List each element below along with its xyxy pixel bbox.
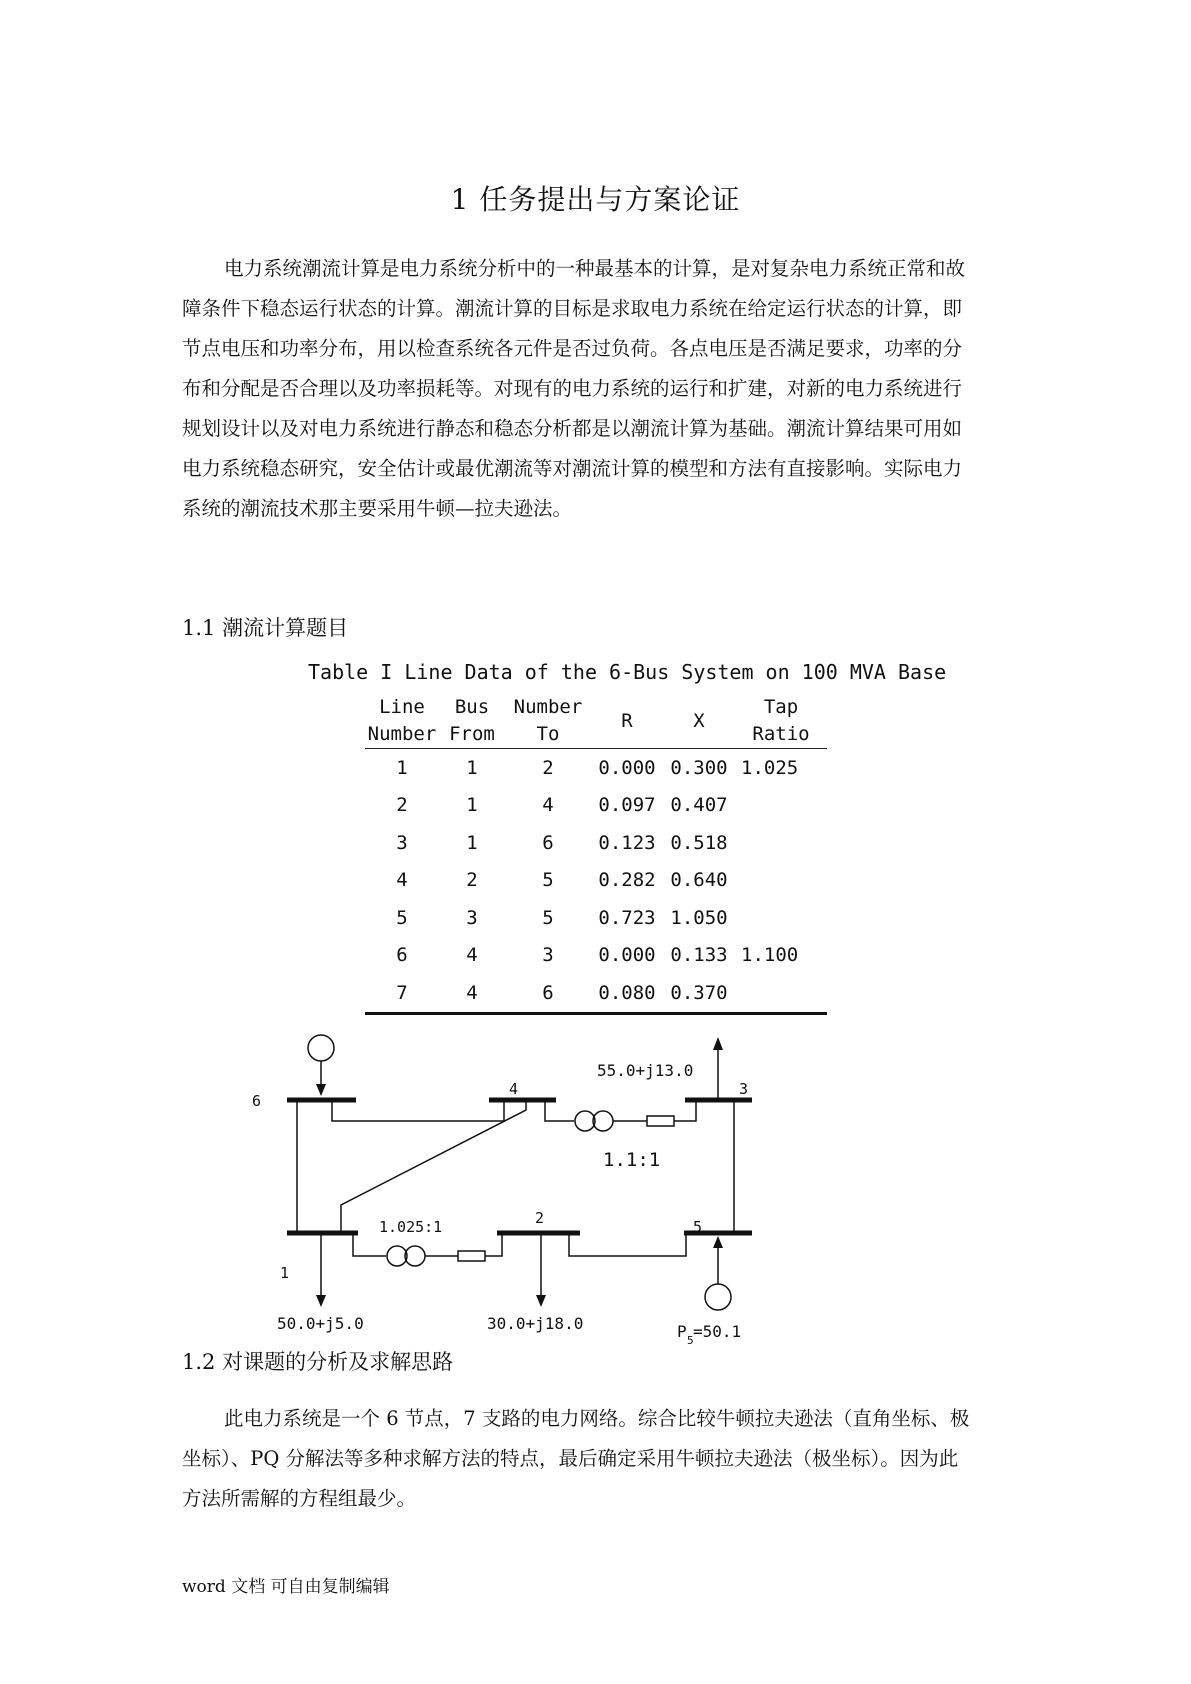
table-cell: 4 [396, 869, 408, 892]
table-cell: 6 [542, 831, 554, 854]
impedance-4-3 [647, 1116, 674, 1126]
table-cell: 0.518 [670, 831, 728, 854]
paragraph-line: 节点电压和功率分布，用以检查系统各元件是否过负荷。各点电压是否满足要求，功率的分 [182, 337, 963, 360]
paragraph-line: 电力系统稳态研究，安全估计或最优潮流等对潮流计算的模型和方法有直接影响。实际电力 [182, 457, 963, 480]
line-4-3-left [545, 1100, 574, 1121]
arrow-up-icon [713, 1037, 723, 1050]
paragraph-line: 坐标）、PQ 分解法等多种求解方法的特点，最后确定采用牛顿拉夫逊法（极坐标）。因为此 [182, 1447, 959, 1470]
table-cell: 4 [466, 944, 478, 967]
table-cell: 0.300 [670, 756, 728, 779]
paragraph-line: 电力系统潮流计算是电力系统分析中的一种最基本的计算，是对复杂电力系统正常和故 [224, 257, 966, 280]
line-2-5 [569, 1233, 686, 1256]
transformer-1-2-winding-b [405, 1246, 425, 1266]
table-row [365, 787, 827, 825]
table-cell: 0.370 [663, 974, 735, 1013]
intro-paragraph [182, 249, 1012, 529]
bus-label-5: 5 [693, 1218, 703, 1236]
table-row [365, 824, 827, 862]
table-cell [735, 824, 827, 862]
table-cell [735, 974, 827, 1013]
tap-ratio-4-3: 1.1:1 [603, 1149, 661, 1171]
table-cell: 3 [542, 944, 554, 967]
table-cell: 0.123 [598, 831, 656, 854]
table-cell: 0.640 [670, 869, 728, 892]
table-cell: 2 [466, 869, 478, 892]
table-row [365, 862, 827, 900]
paragraph-line: 此电力系统是一个 6 节点，7 支路的电力网络。综合比较牛顿拉夫逊法（直角坐标、极 [224, 1407, 970, 1430]
table-cell: 2 [542, 756, 554, 779]
bus-label-2: 2 [535, 1209, 545, 1227]
header-r: R [591, 694, 663, 749]
table-header-row [365, 694, 827, 749]
table-cell [735, 787, 827, 825]
line-4-3-right [674, 1100, 696, 1121]
transformer-4-3-winding-b [593, 1111, 613, 1131]
tap-ratio-1-2: 1.025:1 [379, 1218, 443, 1236]
table-cell: 5 [542, 869, 554, 892]
paragraph-line: 规划设计以及对电力系统进行静态和稳态分析都是以潮流计算为基础。潮流计算结果可用如 [182, 417, 963, 440]
load-3-value: 55.0+j13.0 [597, 1061, 694, 1080]
paragraph-line: 布和分配是否合理以及功率损耗等。对现有的电力系统的运行和扩建，对新的电力系统进行 [182, 377, 963, 400]
load-2-value: 30.0+j18.0 [487, 1314, 584, 1333]
table-cell: 1.100 [741, 944, 799, 967]
header-x: X [663, 694, 735, 749]
line-data-table [365, 694, 827, 1015]
table-cell: 0.097 [598, 794, 656, 817]
analysis-paragraph [182, 1399, 1012, 1519]
load-1-value: 50.0+j5.0 [277, 1314, 364, 1333]
table-cell: 0.407 [670, 794, 728, 817]
table-cell: 0.080 [591, 974, 663, 1013]
gen-5-p-symbol: P [677, 1322, 687, 1341]
line-1-2-left [353, 1233, 386, 1256]
table-cell: 1.050 [670, 906, 728, 929]
paragraph-line: 障条件下稳态运行状态的计算。潮流计算的目标是求取电力系统在给定运行状态的计算，即 [182, 297, 963, 320]
table-cell: 6 [396, 944, 408, 967]
footer-note: word 文档 可自由复制编辑 [182, 1577, 390, 1597]
section-heading-1-2: 1.2 对课题的分析及求解思路 [182, 1350, 454, 1374]
table-cell: 0.282 [598, 869, 656, 892]
header-tap-ratio: Tap Ratio [735, 694, 827, 749]
table-caption: Table I Line Data of the 6-Bus System on 100 MVA Base [308, 660, 947, 684]
page-title: 1 任务提出与方案论证 [450, 183, 741, 216]
line-1-4 [341, 1100, 526, 1233]
table-cell: 2 [396, 794, 408, 817]
table-row [365, 937, 827, 975]
table-cell: 7 [365, 974, 439, 1013]
generator-5-icon [705, 1284, 731, 1310]
table-cell [735, 862, 827, 900]
impedance-1-2 [458, 1251, 485, 1261]
table-cell: 1 [396, 756, 408, 779]
table-cell: 4 [439, 974, 505, 1013]
bus-label-6: 6 [252, 1092, 262, 1110]
table-row [365, 749, 827, 787]
arrow-down-icon [536, 1295, 546, 1307]
table-cell: 1.025 [741, 756, 799, 779]
section-heading-1-1: 1.1 潮流计算题目 [182, 616, 349, 640]
table-row [365, 974, 827, 1013]
table-cell: 3 [466, 906, 478, 929]
bus-label-4: 4 [509, 1080, 519, 1098]
bus-label-3: 3 [739, 1080, 749, 1098]
header-line-number: Line Number [365, 694, 439, 749]
table-cell: 5 [396, 906, 408, 929]
table-cell [735, 899, 827, 937]
transformer-1-2-winding-a [387, 1246, 407, 1266]
table-cell: 6 [505, 974, 591, 1013]
table-cell: 0.723 [598, 906, 656, 929]
header-bus-from: Bus From [439, 694, 505, 749]
table-cell: 1 [466, 794, 478, 817]
table-cell: 1 [466, 756, 478, 779]
generator-6-icon [308, 1035, 334, 1061]
header-number-to: Number To [505, 694, 591, 749]
transformer-4-3-winding-a [575, 1111, 595, 1131]
table-cell: 0.000 [598, 756, 656, 779]
table-cell: 0.133 [670, 944, 728, 967]
line-6-4 [332, 1100, 504, 1121]
arrow-down-icon [316, 1295, 326, 1307]
line-1-2-right [485, 1233, 502, 1256]
gen-5-subscript: 5 [687, 1334, 694, 1345]
arrow-up-icon [713, 1236, 723, 1248]
table-row [365, 899, 827, 937]
six-bus-system-diagram [0, 1025, 1191, 1345]
table-cell: 0.000 [598, 944, 656, 967]
table-cell: 1 [466, 831, 478, 854]
arrow-down-icon [316, 1084, 326, 1096]
paragraph-line: 方法所需解的方程组最少。 [182, 1487, 417, 1510]
gen-5-value: =50.1 [693, 1322, 742, 1341]
table-cell: 4 [542, 794, 554, 817]
table-cell: 5 [542, 906, 554, 929]
bus-label-1: 1 [280, 1264, 290, 1282]
paragraph-line: 系统的潮流技术那主要采用牛顿—拉夫逊法。 [182, 497, 573, 520]
table-cell: 3 [396, 831, 408, 854]
